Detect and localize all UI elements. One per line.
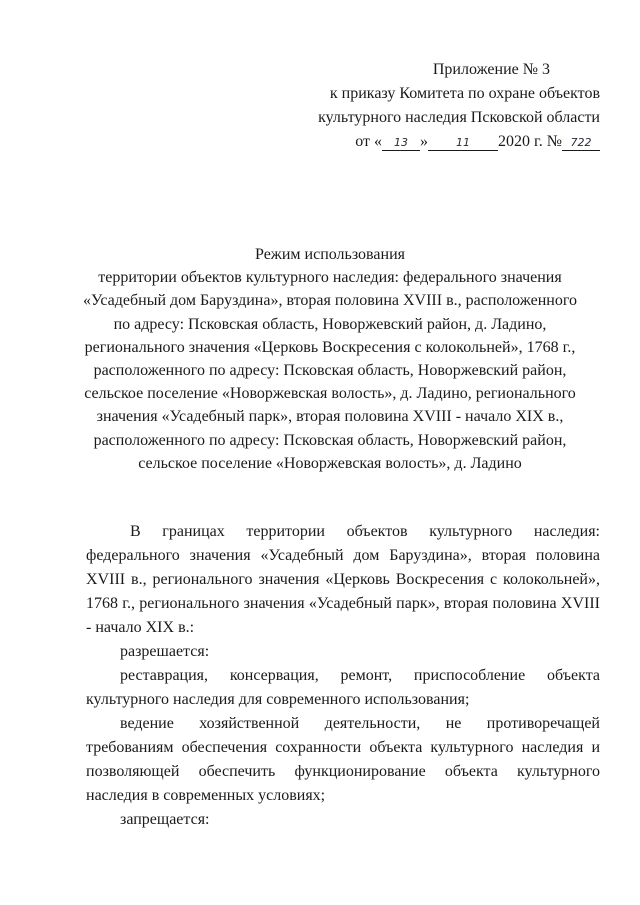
- date-day-field: 13: [382, 136, 420, 151]
- date-year: 2020 г. №: [497, 133, 562, 150]
- date-month-field: 11: [428, 136, 498, 151]
- allowed-item-economic-activity: ведение хозяйственной деятельности, не противоречащей требованиям обеспечения сохранности объекта культурного наследия и позволяющей обеспечить функционирование объекта культурного наследия в современных условиях;: [86, 715, 600, 804]
- annex-block: [300, 58, 600, 154]
- intro-paragraph: В границах территории объектов культурного наследия: федерального значения «Усадебный дом Баруздина», вторая половина XVIII в., регионального значения «Церковь Воскресения с колокольней», 1768 г., регионального значения «Усадебный парк», вторая половина XVIII - начало XIX в.:: [86, 523, 600, 636]
- heading-line: территории объектов культурного наследия: федерального значения: [98, 269, 562, 287]
- document-heading: [60, 243, 600, 475]
- order-number-field: 722: [562, 136, 600, 151]
- heading-line: сельское поселение «Новоржевская волость», д. Ладино, регионального: [84, 385, 576, 403]
- heading-line: значения «Усадебный парк», вторая половина XVIII - начало XIX в.,: [96, 408, 564, 426]
- annex-title: Приложение № 3: [432, 61, 550, 78]
- heading-line: по адресу: Псковская область, Новоржевский район, д. Ладино,: [113, 315, 547, 333]
- heading-line: «Усадебный дом Баруздина», вторая половина XVIII в., расположенного: [82, 292, 578, 310]
- date-prefix: от «: [355, 133, 382, 150]
- heading-line: регионального значения «Церковь Воскресения с колокольней», 1768 г.,: [84, 338, 576, 356]
- annex-date-line: [300, 130, 600, 154]
- heading-line: сельское поселение «Новоржевская волость», д. Ладино: [138, 454, 522, 472]
- heading-line: расположенного по адресу: Псковская область, Новоржевский район,: [93, 431, 567, 449]
- document-body: [86, 520, 600, 832]
- heading-line: расположенного по адресу: Псковская область, Новоржевский район,: [93, 362, 567, 380]
- heading-line: Режим использования: [255, 246, 405, 263]
- allowed-label: разрешается:: [120, 643, 210, 660]
- date-mid: »: [419, 133, 428, 150]
- annex-line-2: культурного наследия Псковской области: [318, 109, 600, 126]
- forbidden-label: запрещается:: [120, 811, 210, 828]
- allowed-item-restoration: реставрация, консервация, ремонт, приспособление объекта культурного наследия для современного использования;: [86, 667, 600, 708]
- annex-line-1: к приказу Комитета по охране объектов: [329, 85, 600, 102]
